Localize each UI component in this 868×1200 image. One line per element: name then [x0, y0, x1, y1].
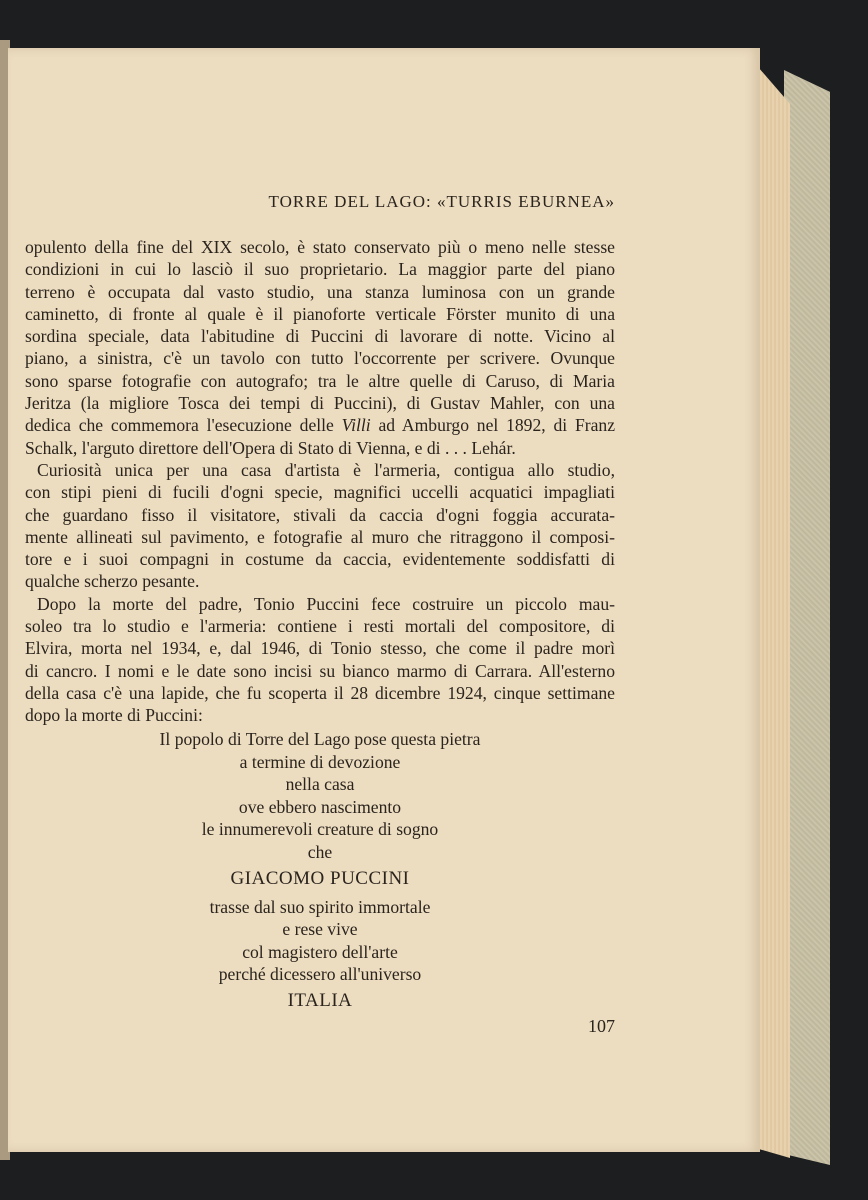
page-number: 107 [588, 1016, 615, 1036]
paragraph-1 [25, 236, 615, 459]
book-cover-edge [784, 70, 830, 1165]
running-head: TORRE DEL LAGO: «TURRIS EBURNEA» [268, 192, 615, 211]
text-line: Jeritza (la migliore Tosca dei tempi di Puccini), di Gustav Mahler, con una [25, 393, 615, 414]
text-line: sordina speciale, data l'abitudine di Puccini di lavorare di notte. Vicino al [25, 326, 615, 347]
opera-title: Villi [341, 415, 371, 436]
inscription-name: GIACOMO PUCCINI [230, 867, 410, 889]
body-text [25, 236, 615, 727]
text-line: che guardano fisso il visitatore, stivali da caccia d'ogni foggia accurata- [25, 504, 615, 525]
text-line: condizioni in cui lo lasciò il suo proprietario. La maggior parte del piano [25, 259, 615, 280]
inscription-line: a termine di devozione [239, 751, 401, 772]
text-line: caminetto, di fronte al quale è il pianoforte verticale Förster munito di una [25, 303, 615, 324]
text-line: Schalk, l'arguto direttore dell'Opera di Stato di Vienna, e di . . . Lehár. [25, 437, 516, 458]
inscription-line: perché dicessero all'universo [218, 964, 422, 985]
text-line: soleo tra lo studio e l'armeria: contiene i resti mortali del compositore, di [25, 616, 615, 637]
paragraph-3 [25, 593, 615, 727]
inscription-line: col magistero dell'arte [242, 941, 398, 962]
text-line: di cancro. I nomi e le date sono incisi su bianco marmo di Carrara. All'esterno [25, 660, 615, 681]
text-line: tore e i suoi compagni in costume da caccia, evidentemente soddisfatti di [25, 549, 615, 570]
inscription-line: le innumerevoli creature di sogno [201, 819, 439, 840]
text-line: terreno è occupata dal vasto studio, una stanza luminosa con un grande [25, 281, 615, 302]
inscription [25, 728, 615, 1018]
text-line: dopo la morte di Puccini: [25, 705, 203, 726]
inscription-closing: ITALIA [287, 989, 353, 1011]
inscription-line: nella casa [285, 774, 355, 795]
inscription-line: che [307, 841, 333, 862]
paragraph-2 [25, 459, 615, 593]
text-line: sono sparse fotografie con autografo; tra le altre quelle di Caruso, di Maria [25, 370, 615, 391]
inscription-line: ove ebbero nascimento [238, 796, 402, 817]
text-line: piano, a sinistra, c'è un tavolo con tutto l'occorrente per scrivere. Ovunque [25, 348, 615, 369]
text-line: con stipi pieni di fucili d'ogni specie, magnifici uccelli acquatici impagliati [25, 482, 615, 503]
text-line: opulento della fine del XIX secolo, è stato conservato più o meno nelle stesse [25, 237, 615, 257]
inscription-line: trasse dal suo spirito immortale [209, 896, 431, 917]
inscription-line: e rese vive [282, 919, 358, 940]
text-line: mente allineati sul pavimento, e fotografie al muro che ritraggono il composi- [25, 526, 615, 547]
text-line: dedica che commemora l'esecuzione delle Villi ad Amburgo nel 1892, di Franz [25, 415, 616, 436]
inscription-line: Il popolo di Torre del Lago pose questa pietra [159, 729, 481, 749]
text-line: della casa c'è una lapide, che fu scoperta il 28 dicembre 1924, cinque settimane [25, 682, 615, 703]
text-line: Dopo la morte del padre, Tonio Puccini fece costruire un piccolo mau- [37, 593, 615, 614]
text-line: Curiosità unica per una casa d'artista è l'armeria, contigua allo studio, [37, 459, 615, 480]
text-line: qualche scherzo pesante. [25, 571, 200, 592]
text-line: Elvira, morta nel 1934, e, dal 1946, di Tonio stesso, che come il padre morì [25, 638, 615, 659]
